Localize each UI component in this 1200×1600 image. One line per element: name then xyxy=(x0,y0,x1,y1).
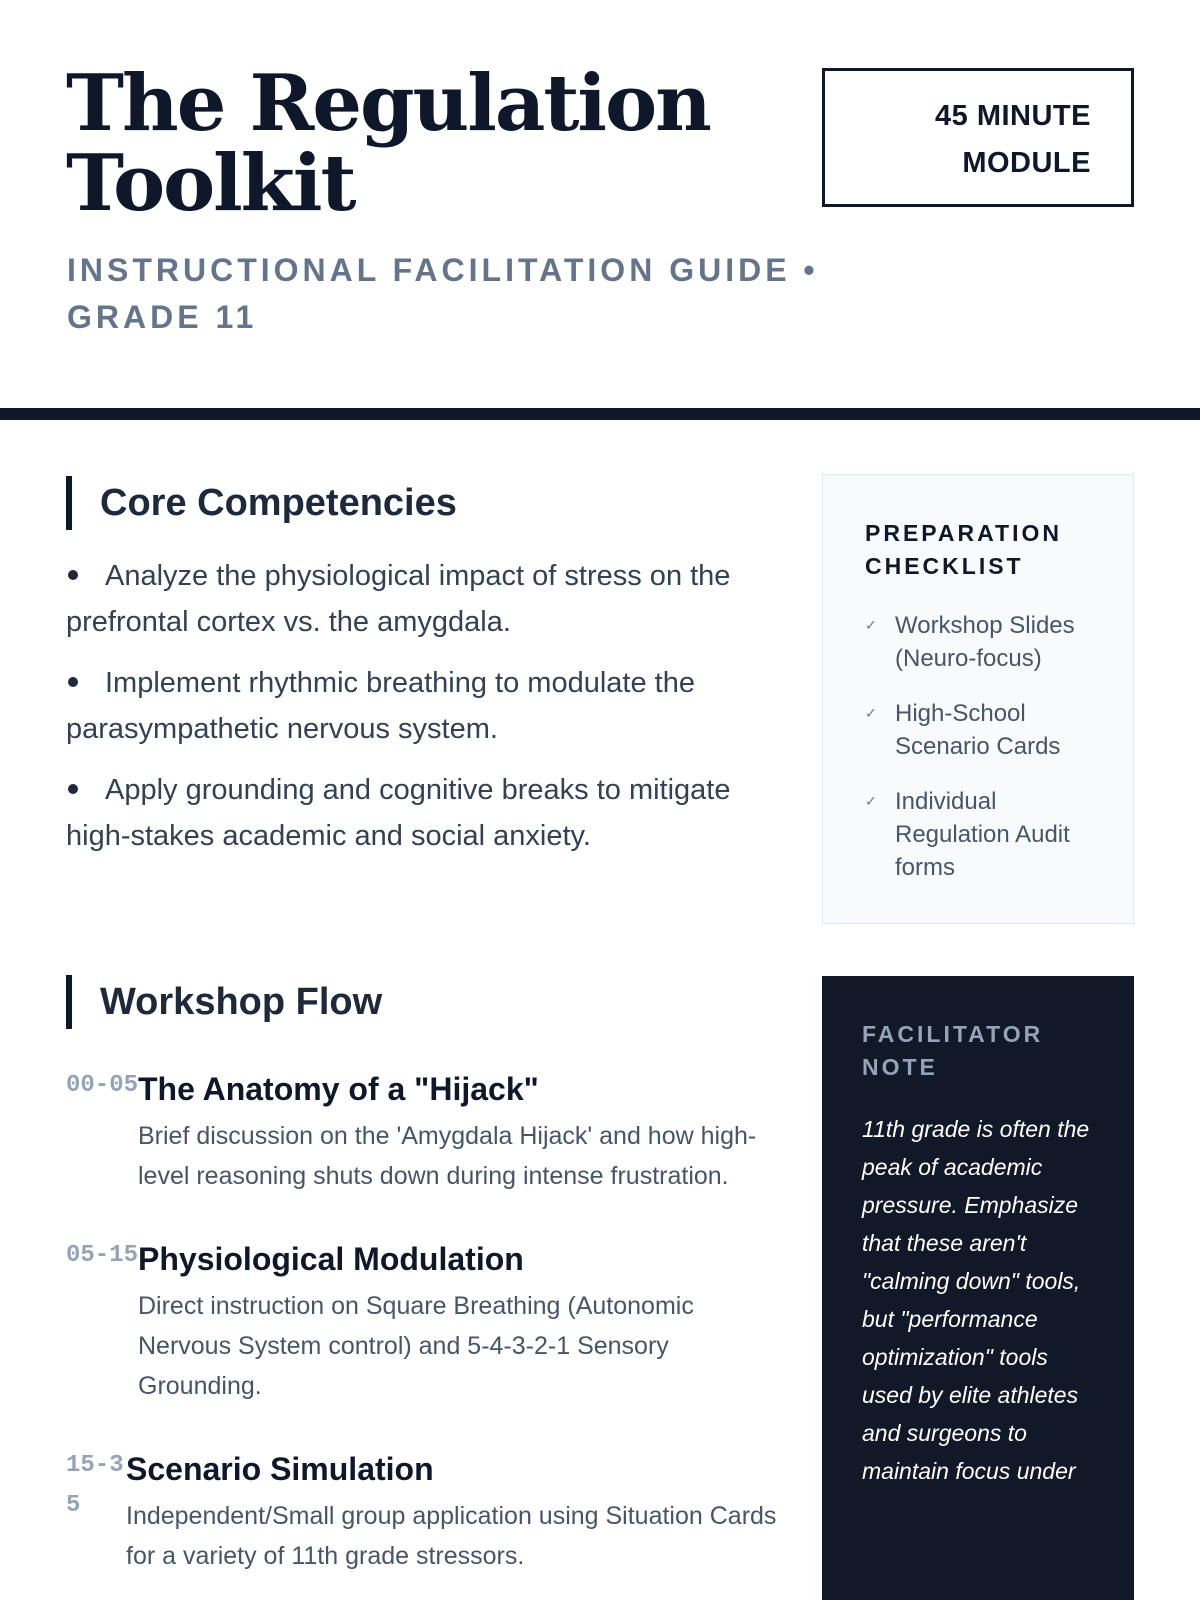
list-item: Analyze the physiological impact of stress on the prefrontal cortex vs. the amygdala. xyxy=(66,560,731,638)
list-item: Implement rhythmic breathing to modulate the parasympathetic nervous system. xyxy=(66,667,695,745)
check-icon: ✓ xyxy=(865,617,877,633)
workshop-flow xyxy=(66,1066,786,1600)
duration-badge xyxy=(822,68,1134,207)
workshop-flow-heading xyxy=(66,975,382,1029)
duration-label: 45 MINUTE MODULE xyxy=(935,100,1091,179)
page-title: The Regulation Toolkit xyxy=(66,58,710,229)
facilitator-note xyxy=(822,976,1134,1600)
flow-step-desc: Direct instruction on Square Breathing (Autonomic Nervous System control) and 5-4-3-2-1 Sensory Grounding. xyxy=(138,1292,694,1400)
flow-time: 15-35 xyxy=(66,1452,124,1519)
bullet-icon xyxy=(68,677,78,687)
flow-step-title: Physiological Modulation xyxy=(138,1241,524,1277)
checklist-item: ✓ High-School Scenario Cards xyxy=(865,697,1103,763)
checklist-item: ✓ Workshop Slides (Neuro-focus) xyxy=(865,609,1103,675)
flow-step xyxy=(66,1446,786,1576)
flow-step xyxy=(66,1066,786,1196)
page-subtitle: INSTRUCTIONAL FACILITATION GUIDE • GRADE 11 xyxy=(67,252,819,335)
note-title: FACILITATOR NOTE xyxy=(862,1021,1044,1080)
note-text: 11th grade is often the peak of academic pressure. Emphasize that these aren't "calming down" tools, but "performance optimization" tools used by elite athletes and surgeons to maintain focus under xyxy=(862,1116,1090,1484)
check-icon: ✓ xyxy=(865,705,877,721)
flow-step-desc: Brief discussion on the 'Amygdala Hijack' and how high-level reasoning shuts down during intense frustration. xyxy=(138,1122,757,1190)
flow-time: 00-05 xyxy=(66,1072,139,1099)
flow-step-title: Scenario Simulation xyxy=(126,1451,434,1487)
check-icon: ✓ xyxy=(865,793,877,809)
competencies-list xyxy=(66,553,766,874)
flow-time: 05-15 xyxy=(66,1242,139,1269)
header-divider xyxy=(0,408,1200,420)
flow-step-desc: Independent/Small group application using Situation Cards for a variety of 11th grade stressors. xyxy=(126,1502,777,1570)
flow-step-title: The Anatomy of a "Hijack" xyxy=(138,1071,539,1107)
workshop-flow-title: Workshop Flow xyxy=(100,981,383,1023)
page-header xyxy=(0,0,1200,420)
bullet-icon xyxy=(68,570,78,580)
bullet-icon xyxy=(68,784,78,794)
competencies-title: Core Competencies xyxy=(100,482,457,524)
flow-step xyxy=(66,1236,786,1406)
list-item: Apply grounding and cognitive breaks to mitigate high-stakes academic and social anxiety. xyxy=(66,774,731,852)
checklist-title: PREPARATION CHECKLIST xyxy=(865,520,1062,579)
checklist-item: ✓ Individual Regulation Audit forms xyxy=(865,785,1103,884)
competencies-heading xyxy=(66,476,457,530)
preparation-checklist xyxy=(822,474,1134,924)
